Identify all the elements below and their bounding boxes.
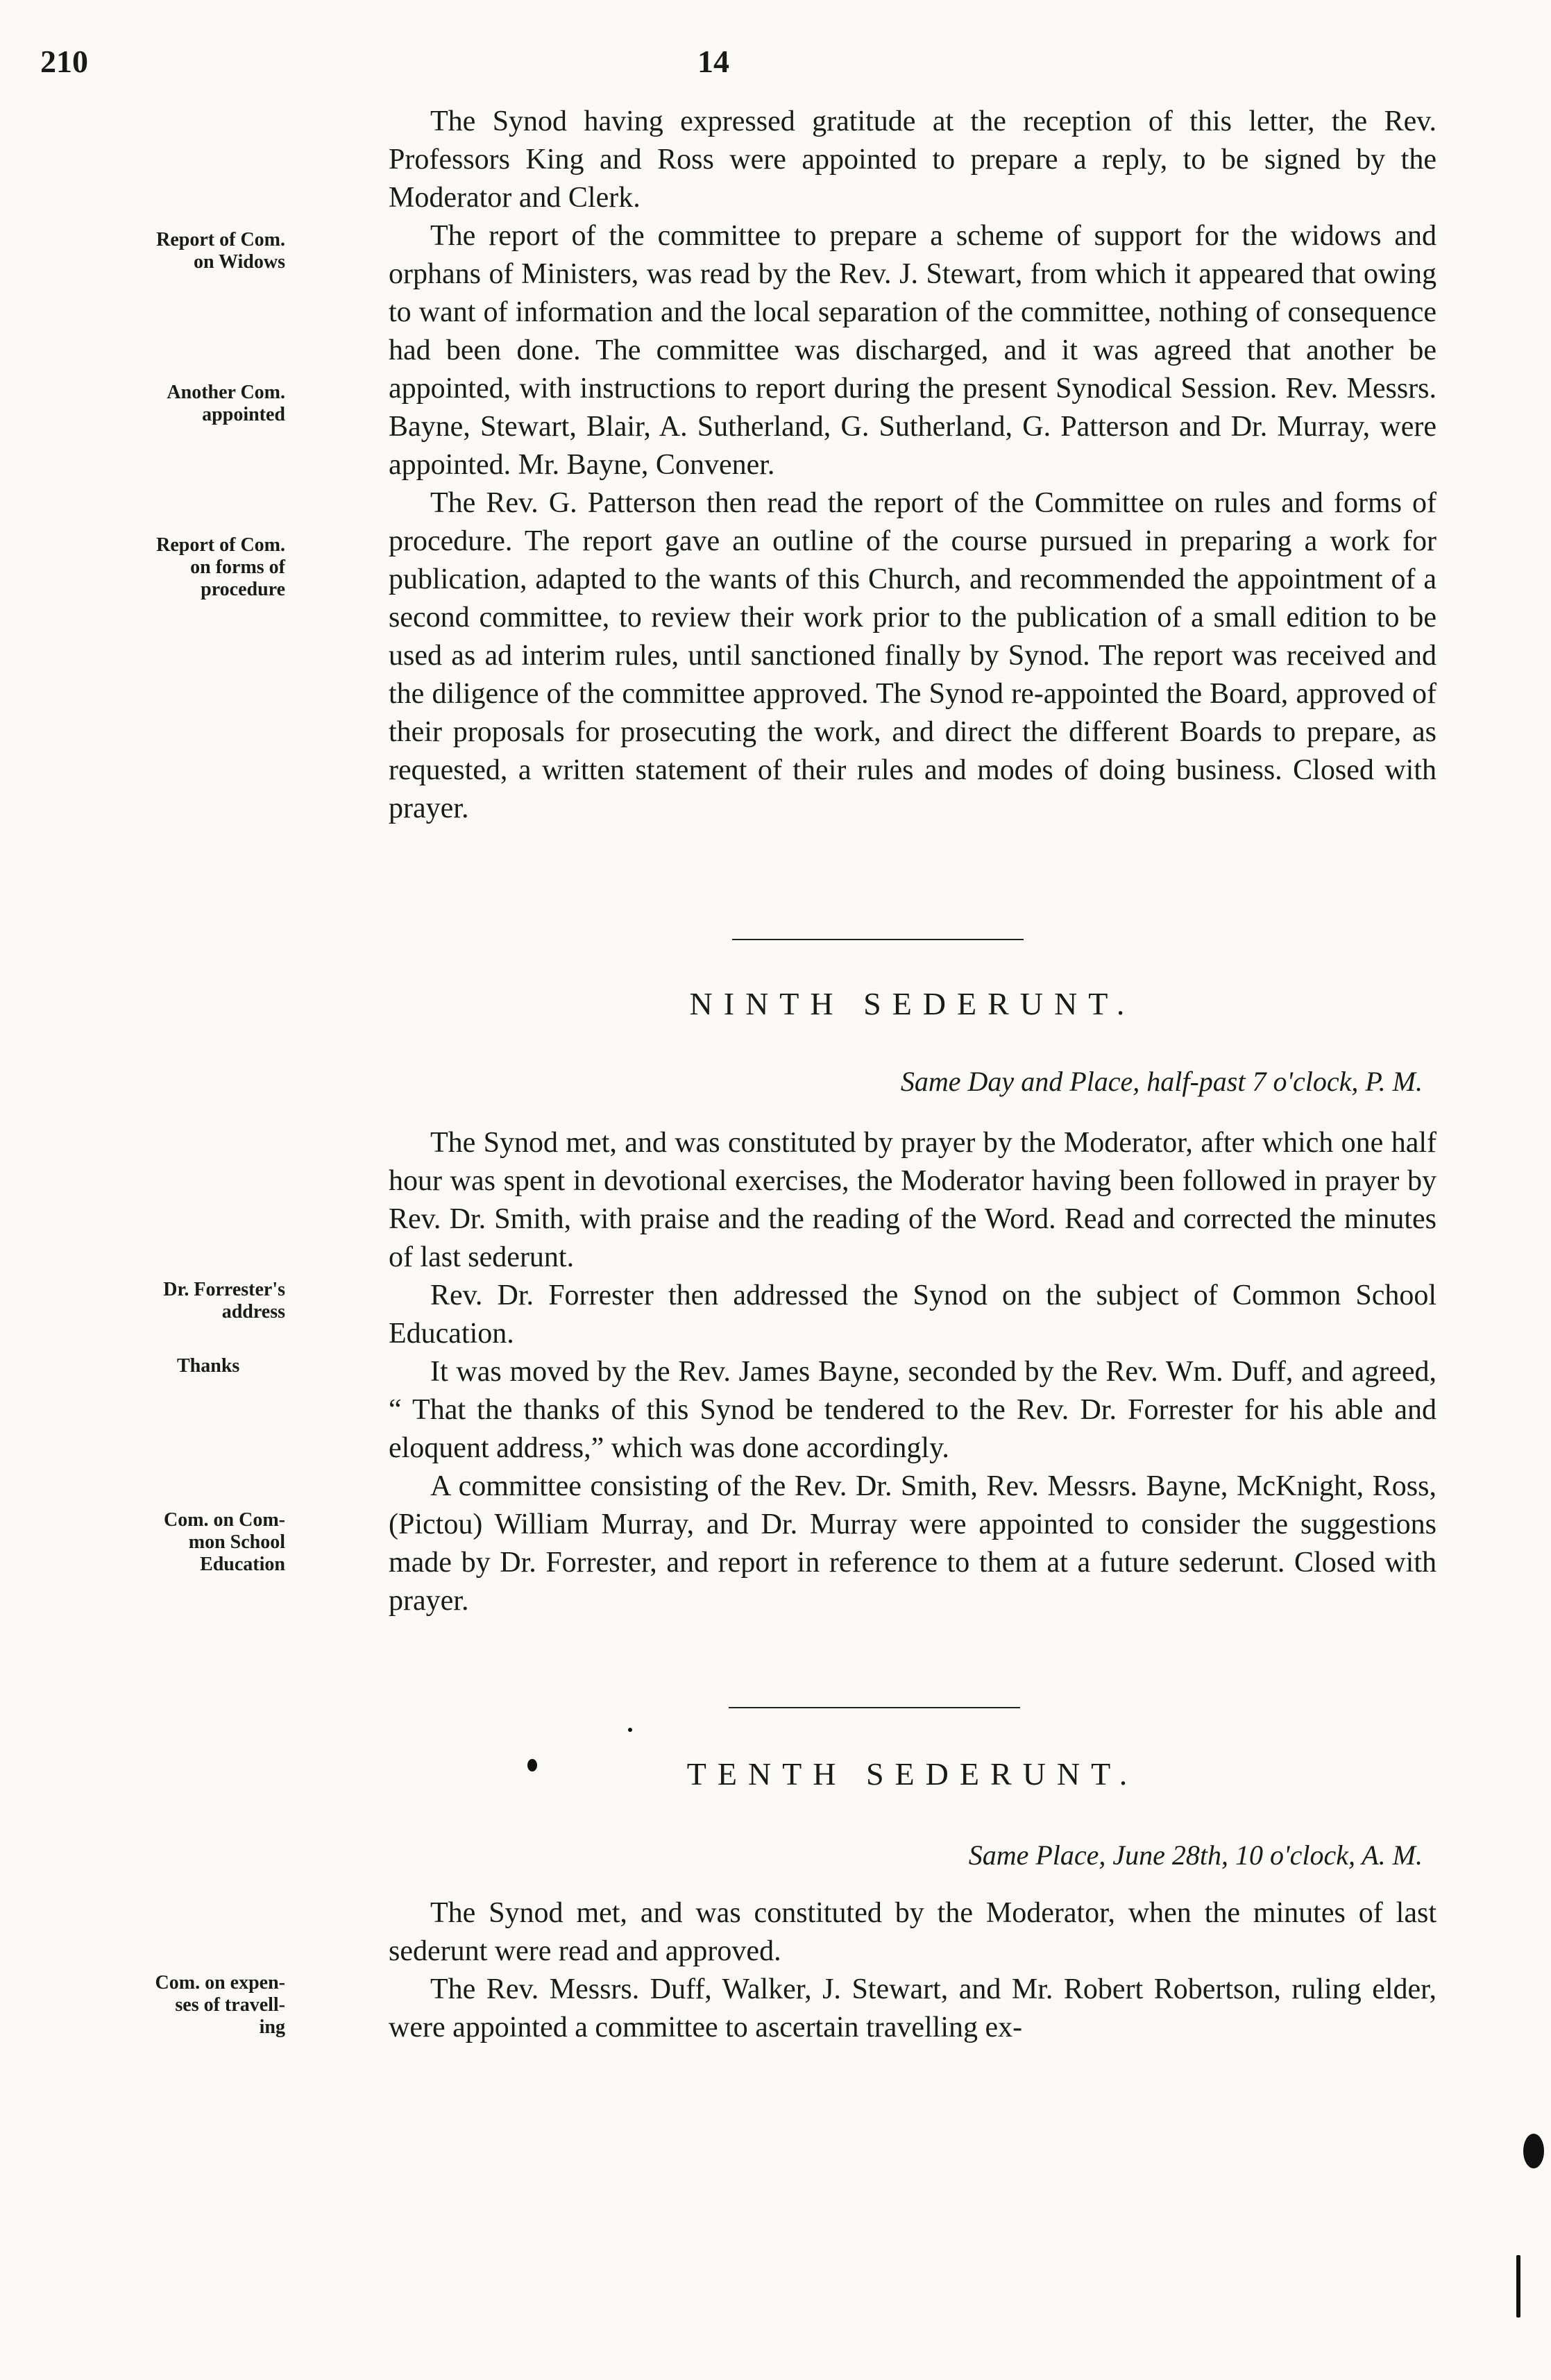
section-rule	[729, 1707, 1020, 1708]
block-ninth	[389, 1124, 1436, 1620]
margin-line: Thanks	[177, 1355, 240, 1377]
margin-note-widows	[105, 229, 285, 273]
margin-note-forms	[105, 534, 285, 601]
margin-line: Education	[200, 1554, 285, 1575]
margin-note-another-com	[105, 382, 285, 426]
block-one	[389, 103, 1436, 828]
paragraph-thanks: It was moved by the Rev. James Bayne, seconded by the Rev. Wm. Duff, and agreed, “ That the thanks of this Synod be tendered to the Rev. Dr. Forrester for his able and eloquent address,” which was done accordingly.	[389, 1356, 1436, 1464]
margin-line: mon School	[188, 1531, 285, 1553]
dateline-tenth: Same Place, June 28th, 10 o'clock, A. M.	[968, 1839, 1423, 1871]
ink-speck	[628, 1728, 632, 1732]
margin-line: Com. on expen-	[155, 1972, 285, 1994]
paragraph-reply: The Synod having expressed gratitude at the reception of this letter, the Rev. Professors King and Ross were appointed to prepare a reply, to be signed by the Moderator and Clerk.	[389, 105, 1436, 214]
ink-speck	[1516, 2255, 1520, 2318]
margin-line: Dr. Forrester's	[163, 1279, 285, 1300]
ink-speck	[527, 1759, 537, 1771]
margin-line: Report of Com.	[156, 534, 285, 556]
paragraph-constituted: The Synod met, and was constituted by prayer by the Moderator, after which one half hour was spent in devotional exercises, the Moderator having been followed in prayer by Rev. Dr. Smith, with praise and the reading of the Word. Read and corrected the minutes of last sederunt.	[389, 1127, 1436, 1273]
margin-note-forrester	[105, 1279, 285, 1323]
section-rule	[732, 939, 1024, 940]
margin-line: procedure	[201, 579, 285, 600]
margin-note-thanks	[177, 1355, 357, 1377]
margin-note-common-school	[105, 1509, 285, 1576]
paragraph-widows-report: The report of the committee to prepare a scheme of support for the widows and orphans of Ministers, was read by the Rev. J. Stewart, from which it appeared that owing to want of information and the local separation of the committee, nothing of consequence had been done. The committee was discharged, and it was agreed that another be appointed, with instructions to report during the present Synodical Session. Rev. Messrs. Bayne, Stewart, Blair, A. Sutherland, G. Sutherland, G. Patterson and Dr. Murray, were appointed. Mr. Bayne, Convener.	[389, 220, 1436, 481]
paragraph-forms-report: The Rev. G. Patterson then read the report of the Committee on rules and forms of procedure. The report gave an outline of the course pursued in preparing a work for publication, adapted to the wants of this Church, and recommended the appointment of a second committee, to review their work prior to the publication of a small edition to be used as ad interim rules, until sanctioned finally by Synod. The report was received and the diligence of the committee approved. The Synod re-appointed the Board, approved of their proposals for prosecuting the work, and direct the different Boards to prepare, as requested, a written statement of their rules and modes of doing business. Closed with prayer.	[389, 487, 1436, 824]
margin-line: on forms of	[190, 556, 285, 578]
dateline-ninth: Same Day and Place, half-past 7 o'clock, P. M.	[900, 1066, 1423, 1097]
paragraph-forrester: Rev. Dr. Forrester then addressed the Synod on the subject of Common School Education.	[389, 1280, 1436, 1350]
margin-line: Another Com.	[167, 382, 285, 403]
block-tenth	[389, 1894, 1436, 2047]
margin-line: ing	[259, 2016, 285, 2038]
margin-note-travelling	[105, 1972, 285, 2039]
paragraph-committee: A committee consisting of the Rev. Dr. Smith, Rev. Messrs. Bayne, McKnight, Ross, (Pictou) William Murray, and Dr. Murray were appointed to consider the suggestions made by Dr. Forrester, and report in reference to them at a future sederunt. Closed with prayer.	[389, 1470, 1436, 1617]
section-heading-tenth: TENTH SEDERUNT.	[686, 1756, 1139, 1792]
margin-line: ses of travell-	[175, 1994, 285, 2016]
section-heading-ninth: NINTH SEDERUNT.	[689, 986, 1136, 1021]
margin-line: Com. on Com-	[164, 1509, 285, 1531]
paragraph-travelling: The Rev. Messrs. Duff, Walker, J. Stewart, and Mr. Robert Robertson, ruling elder, were appointed a committee to ascertain travelling ex-	[389, 1973, 1436, 2043]
margin-line: Report of Com.	[156, 229, 285, 250]
margin-line: appointed	[202, 404, 285, 425]
margin-line: on Widows	[193, 251, 285, 273]
ink-blot	[1523, 2134, 1544, 2168]
folio-number: 14	[697, 44, 729, 79]
paragraph-met: The Synod met, and was constituted by the Moderator, when the minutes of last sederunt were read and approved.	[389, 1897, 1436, 1967]
page-number: 210	[40, 44, 88, 79]
margin-line: address	[221, 1301, 285, 1323]
